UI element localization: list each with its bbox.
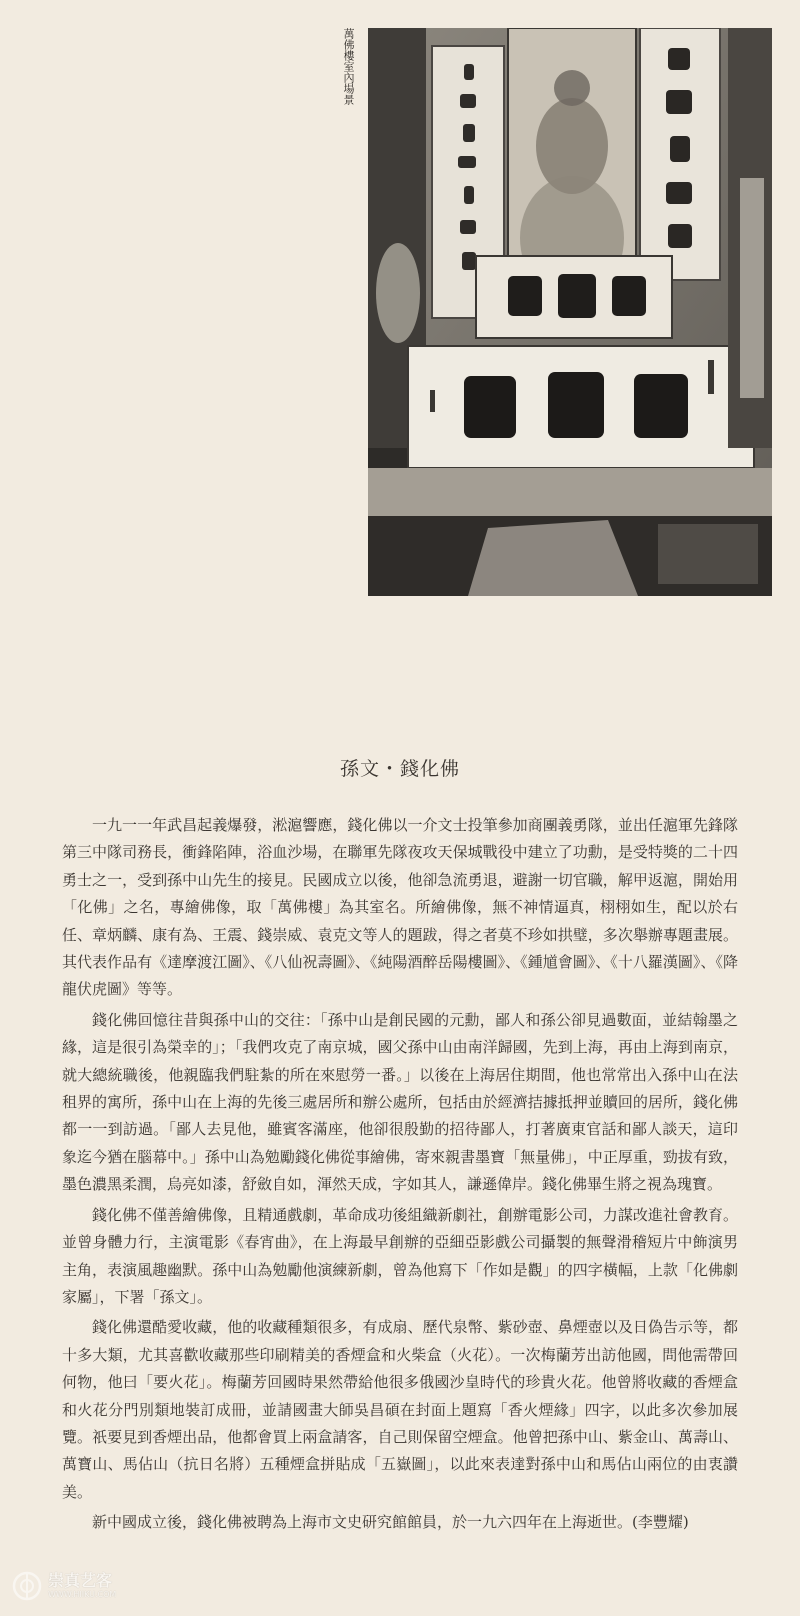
article-title: 孫文・錢化佛 xyxy=(339,758,460,780)
article-body xyxy=(62,812,738,1540)
article-paragraph: 錢化佛還酷愛收藏，他的收藏種類很多，有成扇、歷代泉幣、紫砂壺、鼻煙壺以及日偽告示等，都十多大類，尤其喜歡收藏那些印刷精美的香煙盒和火柴盒（火花）。一次梅蘭芳出訪他國，問他需帶回何物，他曰「要火花」。梅蘭芳回國時果然帶給他很多俄國沙皇時代的珍貴火花。他曾將收藏的香煙盒和火花分門別類地裝訂成冊，並請國畫大師吳昌碩在封面上題寫「香火煙緣」四字，以此多次參加展覽。祇要見到香煙出品，他都會買上兩盒請客，自己則保留空煙盒。他曾把孫中山、紫金山、萬壽山、萬寶山、馬佔山（抗日名將）五種煙盒拼貼成「五嶽圖」，以此來表達對孫中山和馬佔山兩位的由衷讚美。 xyxy=(62,1318,738,1501)
article-paragraph: 新中國成立後，錢化佛被聘為上海市文史研究館館員，於一九六四年在上海逝世。(李豐耀) xyxy=(92,1513,689,1532)
hall-photo-drawing xyxy=(368,28,772,596)
watermark-name: 崇真艺客 xyxy=(48,1571,113,1590)
article-paragraph: 錢化佛不僅善繪佛像，且精通戲劇，革命成功後組織新劇社，創辦電影公司，力謀改進社會教育。並曾身體力行，主演電影《春宵曲》，在上海最早創辦的亞細亞影戲公司攝製的無聲滑稽短片中飾演男主角，表演風趣幽默。孫中山為勉勵他演練新劇，曾為他寫下「作如是觀」的四字橫幅，上款「化佛劇家屬」，下署「孫文」。 xyxy=(62,1205,738,1306)
watermark-logo-icon xyxy=(12,1571,42,1601)
article-paragraph: 錢化佛回憶往昔與孫中山的交往：「孫中山是創民國的元勳，鄙人和孫公卻見過數面，並結翰墨之緣，這是很引為榮幸的」；「我們攻克了南京城，國父孫中山由南洋歸國，先到上海，再由上海到南京，就大總統職後，他親臨我們駐紮的所在來慰勞一番。」以後在上海居住期間，他也常常出入孫中山在法租界的寓所，孫中山在上海的先後三處居所和辦公處所，包括由於經濟拮據抵押並贖回的居所，錢化佛都一一到訪過。「鄙人去見他，雖賓客滿座，他卻很殷勤的招待鄙人，打著廣東官話和鄙人談天，這印象迄今猶在腦幕中。」孫中山為勉勵錢化佛從事繪佛，寄來親書墨寶「無量佛」，中正厚重，勁拔有致，墨色濃黑柔潤，烏亮如漆，舒斂自如，渾然天成，字如其人，謙遜偉岸。錢化佛畢生將之視為瑰寶。 xyxy=(62,1010,738,1194)
watermark xyxy=(12,1568,116,1604)
article-paragraph: 一九一一年武昌起義爆發，淞滬響應，錢化佛以一介文士投筆參加商團義勇隊，並出任滬軍先鋒隊第三中隊司務長，衝鋒陷陣，浴血沙場，在聯軍先隊夜攻天保城戰役中建立了功勳，是受特獎的二十四勇士之一，受到孫中山先生的接見。民國成立以後，他卻急流勇退，避謝一切官職，解甲返滬，開始用「化佛」之名，專繪佛像，取「萬佛樓」為其室名。所繪佛像，無不神情逼真，栩栩如生，配以於右任、章炳麟、康有為、王震、錢崇威、袁克文等人的題跋，得之者莫不珍如拱璧，多次舉辦專題畫展。其代表作品有《達摩渡江圖》、《八仙祝壽圖》、《純陽酒醉岳陽樓圖》、《鍾馗會圖》、《十八羅漢圖》、《降龍伏虎圖》等等。 xyxy=(62,816,738,999)
photo-caption: 萬佛樓室內場景 xyxy=(342,28,355,105)
watermark-url: WWW.HIIKU.COM xyxy=(48,1590,117,1599)
hall-photo xyxy=(368,28,772,596)
